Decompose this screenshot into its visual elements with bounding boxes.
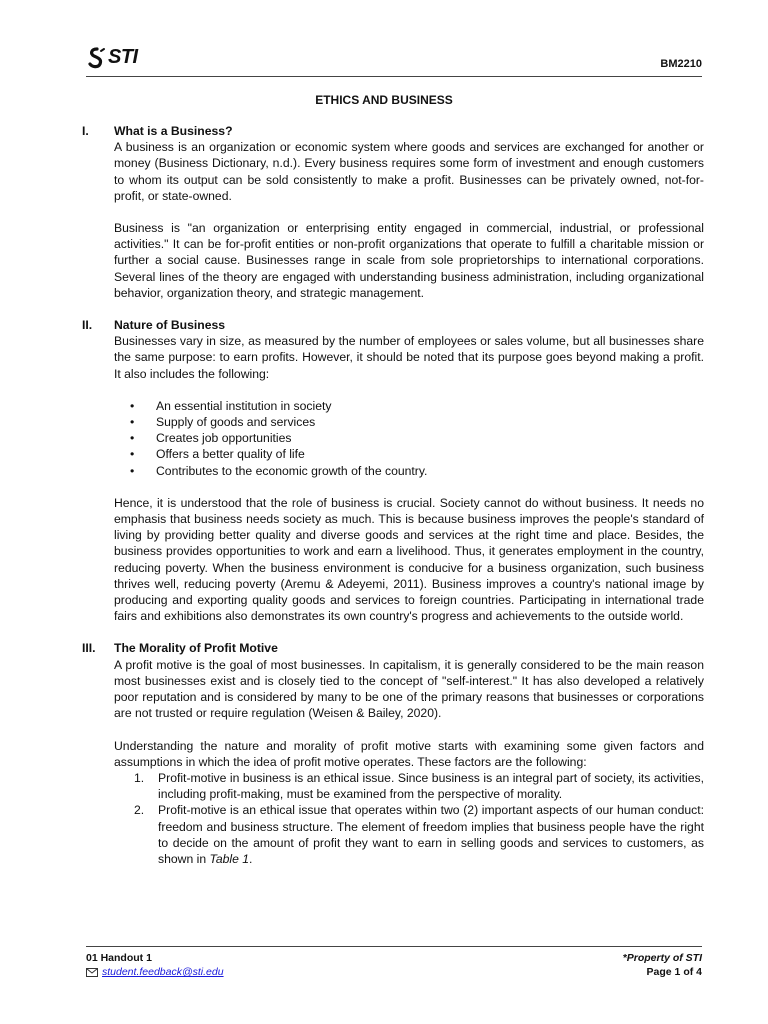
page-title: ETHICS AND BUSINESS (315, 93, 453, 107)
logo-text: STI (108, 46, 138, 68)
paragraph: A business is an organization or economic system where goods and services are exchanged for another or money (Business Dictionary, n.d.). Every business requires some form of investment and enough customers to whom its output can be sold consistently to make a profit. Businesses can be privately owned, not-for-profit, or state-owned. (114, 140, 704, 203)
document-body (82, 123, 704, 867)
document-code: BM2210 (660, 58, 702, 70)
section-nature-of-business (82, 317, 704, 624)
bullet-icon: • (130, 415, 135, 430)
page-footer (86, 946, 702, 978)
property-label: *Property of STI (622, 952, 702, 964)
sti-swirl-icon (88, 47, 106, 69)
section-numeral: II. (82, 318, 93, 333)
list-item: 2. Profit-motive is an ethical issue that operates within two (2) important aspects of our human conduct: freedom and business structure. The element of freedom implies that business people have the right to decide on the amount of profit they want to earn in selling goods and services to customers, as shown in Table 1. (134, 803, 704, 866)
list-item: • An essential institution in society (130, 398, 332, 413)
list-item: • Creates job opportunities (130, 431, 292, 446)
list-item: • Contributes to the economic growth of the country. (130, 463, 428, 478)
list-item: • Supply of goods and services (130, 415, 316, 430)
handout-label: 01 Handout 1 (86, 952, 152, 964)
paragraph: Understanding the nature and morality of profit motive starts with examining some given factors and assumptions in which the idea of profit motive operates. These factors are the following: (114, 738, 704, 769)
paragraph: Businesses vary in size, as measured by the number of employees or sales volume, but all businesses share the same purpose: to earn profits. However, it should be noted that its purpose goes beyond making a profit. It also includes the following: (114, 334, 704, 381)
list-number: 1. (134, 770, 145, 785)
paragraph: Business is "an organization or enterprising entity engaged in commercial, industrial, or professional activities." It can be for-profit entities or non-profit organizations that operate to fulfill a charitable mission or further a social cause. Businesses range in scale from sole proprietorships to international corporations. Several lines of the theory are engaged with understanding business administration, including organizational behavior, organization theory, and strategic management. (114, 221, 704, 300)
bullet-icon: • (130, 431, 135, 446)
sti-logo (88, 46, 138, 69)
bullet-icon: • (130, 447, 135, 462)
page-header (86, 46, 702, 77)
paragraph: Hence, it is understood that the role of business is crucial. Society cannot do without business. It needs no emphasis that business needs society as much. This is because business improves the people's standard of living by providing better quality and diverse goods and services at the right time and place. Besides, the business provides opportunities to work and earn a livelihood. Thus, it generates employment in the country, reducing poverty. When the business environment is conducive for a business organization, such business thrives well, reducing poverty (Aremu & Adeyemi, 2011). Business improves a country's national image by producing and exporting quality goods and services to foreign countries. Participating in international trade fairs and exhibitions also demonstrates its own country's progress and achievements to the outside world. (114, 495, 704, 624)
section-numeral: I. (82, 124, 89, 138)
bullet-icon: • (130, 398, 135, 413)
bullet-icon: • (130, 463, 135, 478)
page-number: Page 1 of 4 (646, 966, 702, 978)
feedback-email-link[interactable]: student.feedback@sti.edu (102, 966, 224, 978)
section-numeral: III. (82, 641, 96, 656)
table-reference: Table 1 (209, 851, 250, 866)
list-item: 1. Profit-motive in business is an ethical issue. Since business is an integral part of society, its activities, including profit-making, must be examined from the perspective of morality. (134, 770, 704, 802)
section-heading: What is a Business? (114, 124, 233, 138)
section-morality-of-profit (82, 640, 704, 867)
section-what-is-business (82, 123, 704, 301)
list-item: • Offers a better quality of life (130, 447, 305, 462)
factor-list (114, 770, 704, 867)
section-heading: The Morality of Profit Motive (114, 641, 278, 656)
paragraph: A profit motive is the goal of most businesses. In capitalism, it is generally considered to be the main reason most businesses exist and is closely tied to the concept of "self-interest." It has also developed a relatively poor reputation and is considered by many to be one of the primary reasons that businesses or corporations are not trusted or require regulation (Weisen & Bailey, 2020). (114, 657, 704, 721)
mail-icon (86, 968, 98, 977)
bullet-list (114, 398, 704, 479)
list-number: 2. (134, 803, 145, 818)
section-heading: Nature of Business (114, 318, 226, 333)
